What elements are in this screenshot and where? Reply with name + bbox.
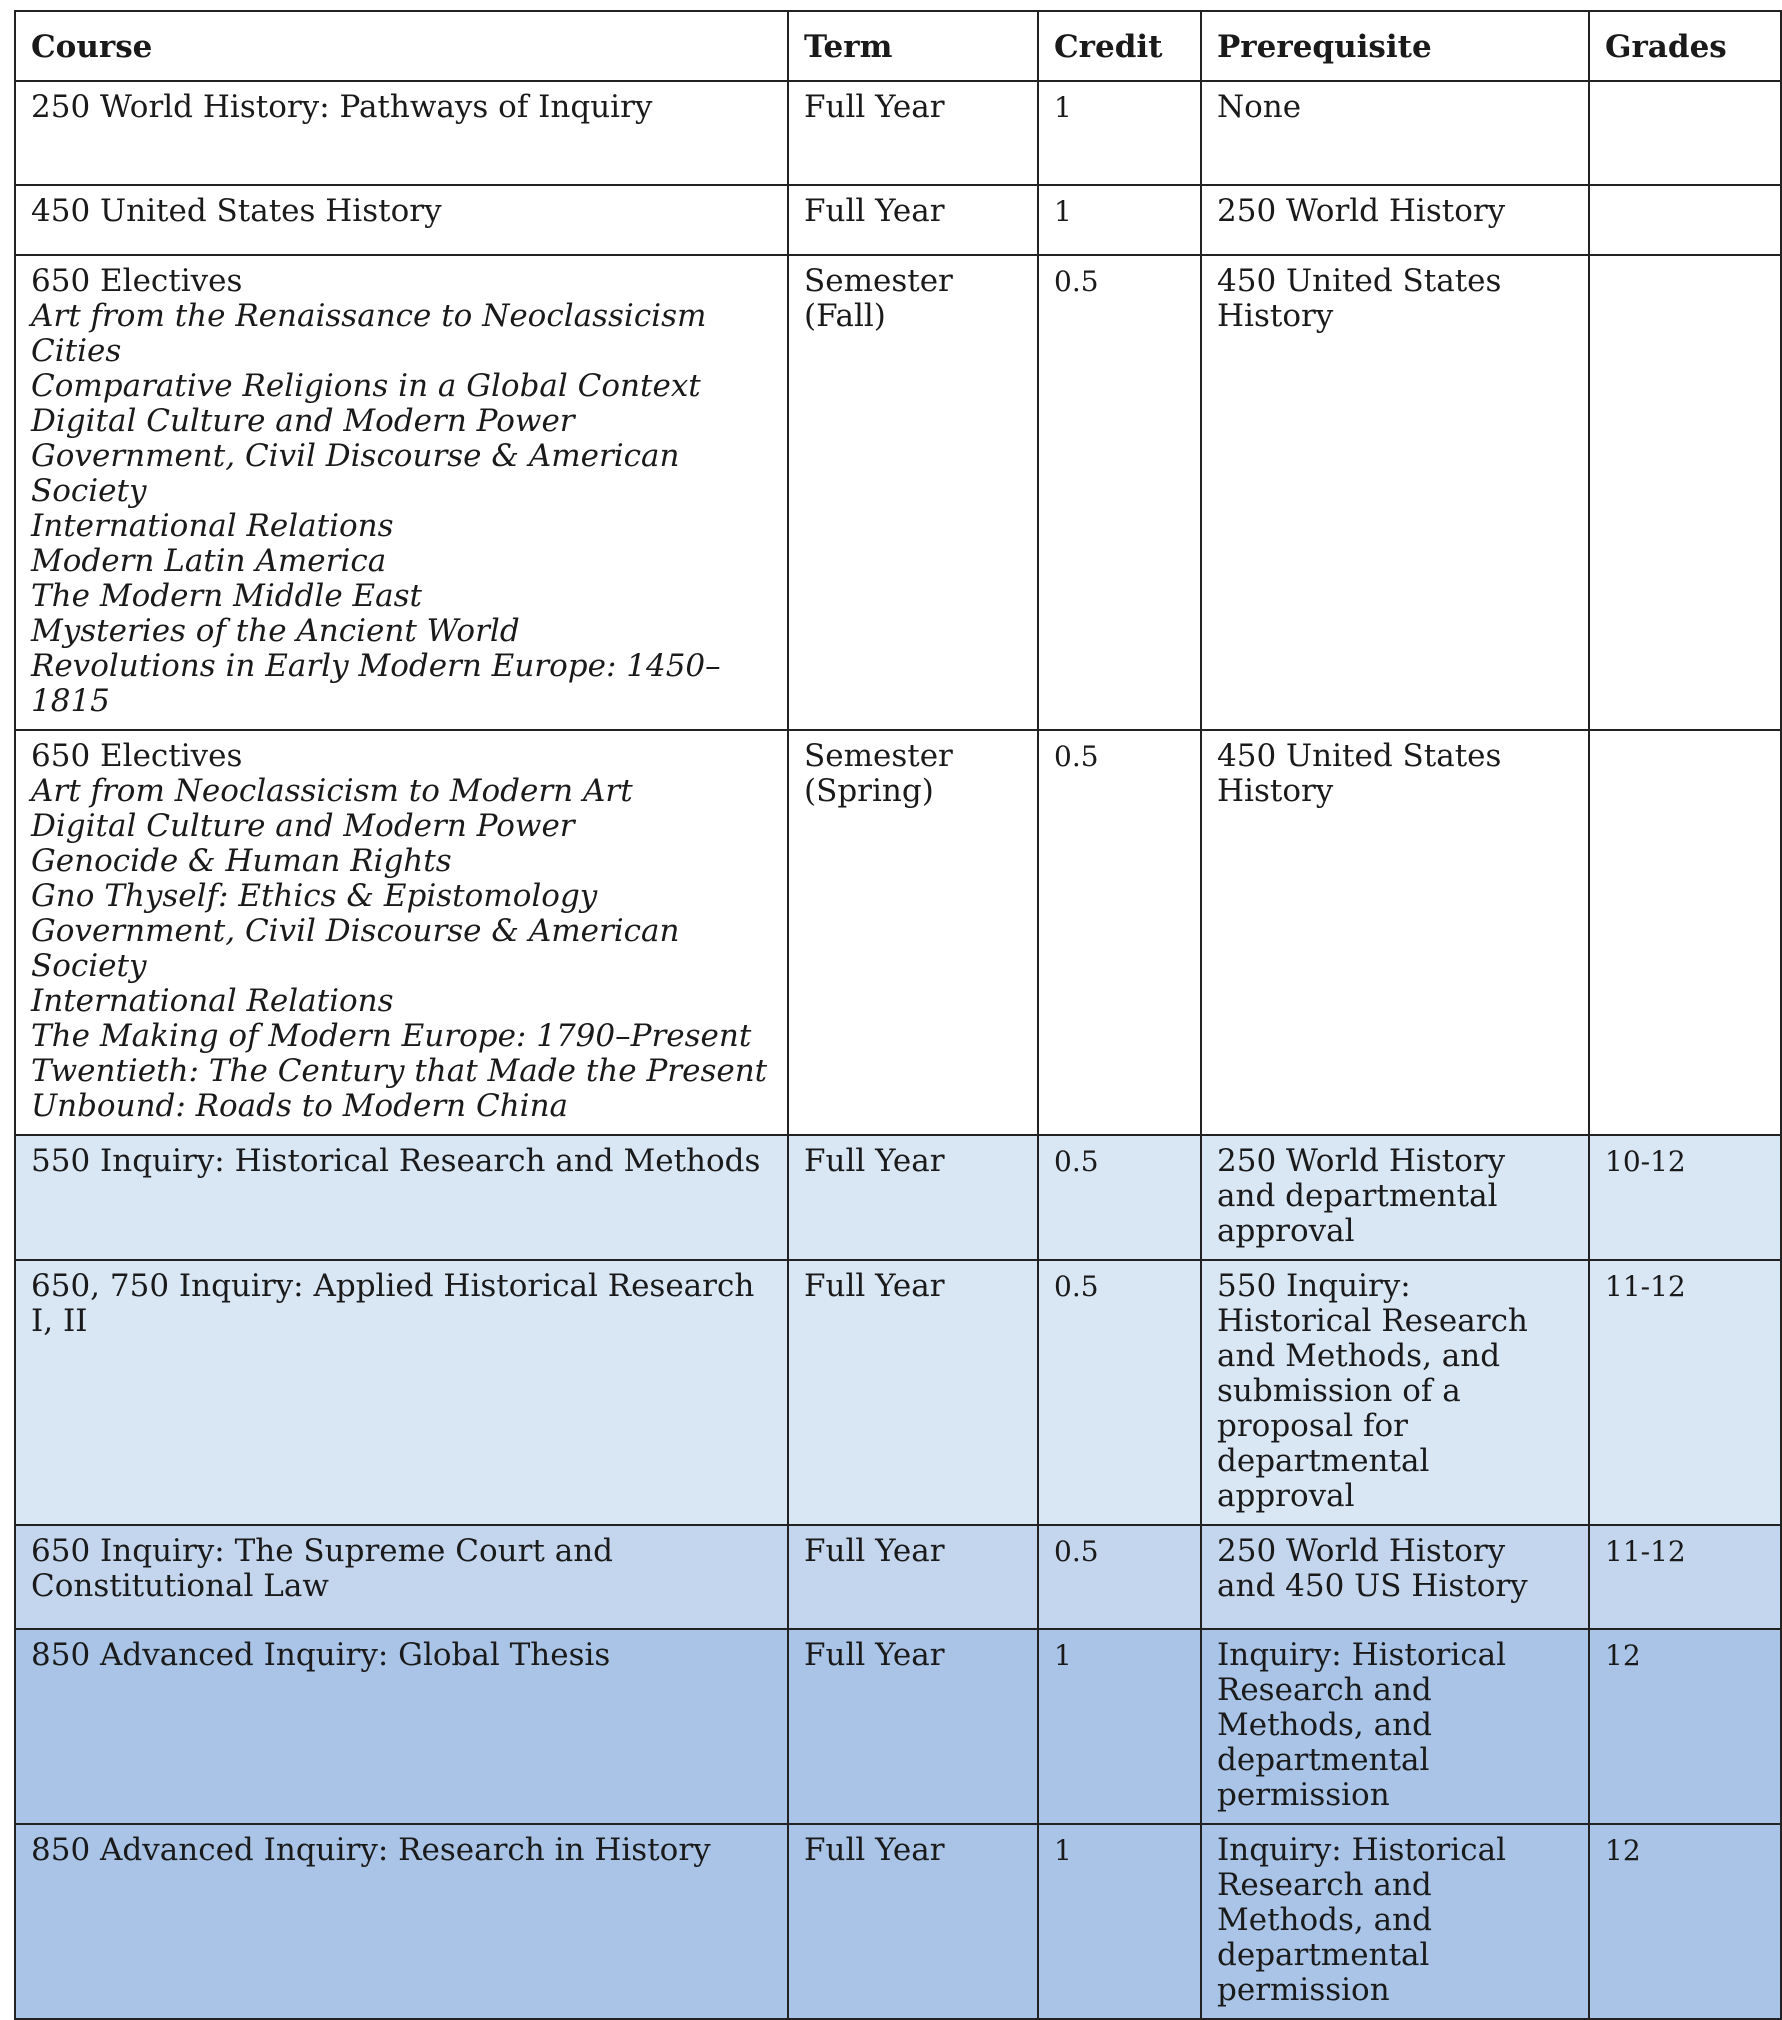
grades-cell: 12 xyxy=(1589,1629,1781,1824)
credit-cell: 0.5 xyxy=(1038,1525,1201,1629)
table-row xyxy=(15,1260,1781,1525)
table-row xyxy=(15,255,1781,730)
elective-item: International Relations xyxy=(31,983,394,1019)
prerequisite-cell: Inquiry: Historical Research and Methods, and departmental permission xyxy=(1201,1629,1589,1824)
table-row xyxy=(15,1824,1781,2019)
term-cell: Full Year xyxy=(788,1525,1038,1629)
course-table xyxy=(14,10,1782,2020)
course-cell: 450 United States History xyxy=(15,185,788,255)
prerequisite-cell: Inquiry: Historical Research and Methods, and departmental permission xyxy=(1201,1824,1589,2019)
table-row xyxy=(15,1135,1781,1260)
elective-item: Gno Thyself: Ethics & Epistomology xyxy=(31,878,598,914)
grades-cell xyxy=(1589,730,1781,1135)
credit-cell: 0.5 xyxy=(1038,730,1201,1135)
term-cell: Full Year xyxy=(788,81,1038,185)
grades-cell xyxy=(1589,185,1781,255)
course-title: 650 Electives xyxy=(31,738,243,774)
elective-item: Art from Neoclassicism to Modern Art xyxy=(31,773,633,809)
credit-cell: 1 xyxy=(1038,1629,1201,1824)
header-row xyxy=(15,11,1781,81)
prerequisite-cell: 450 United States History xyxy=(1201,255,1589,730)
term-cell: Semester (Fall) xyxy=(788,255,1038,730)
term-cell: Semester (Spring) xyxy=(788,730,1038,1135)
elective-item: Genocide & Human Rights xyxy=(31,843,452,879)
grades-cell: 11-12 xyxy=(1589,1525,1781,1629)
term-cell: Full Year xyxy=(788,1629,1038,1824)
course-cell: 850 Advanced Inquiry: Global Thesis xyxy=(15,1629,788,1824)
course-cell xyxy=(15,730,788,1135)
header-credit: Credit xyxy=(1038,11,1201,81)
table-row xyxy=(15,730,1781,1135)
header-grades: Grades xyxy=(1589,11,1781,81)
elective-item: Unbound: Roads to Modern China xyxy=(31,1088,569,1124)
elective-item: Digital Culture and Modern Power xyxy=(31,808,575,844)
table-row xyxy=(15,81,1781,185)
prerequisite-cell: 250 World History and departmental approval xyxy=(1201,1135,1589,1260)
elective-item: Revolutions in Early Modern Europe: 1450–1815 xyxy=(31,648,721,719)
elective-item: Digital Culture and Modern Power xyxy=(31,403,575,439)
course-title: 650 Electives xyxy=(31,263,243,299)
grades-cell: 11-12 xyxy=(1589,1260,1781,1525)
prerequisite-cell: 450 United States History xyxy=(1201,730,1589,1135)
term-cell: Full Year xyxy=(788,1824,1038,2019)
course-cell: 850 Advanced Inquiry: Research in History xyxy=(15,1824,788,2019)
elective-item: Mysteries of the Ancient World xyxy=(31,613,520,649)
header-term: Term xyxy=(788,11,1038,81)
term-cell: Full Year xyxy=(788,185,1038,255)
prerequisite-cell: 550 Inquiry: Historical Research and Methods, and submission of a proposal for departmental approval xyxy=(1201,1260,1589,1525)
table-row xyxy=(15,1629,1781,1824)
grades-cell xyxy=(1589,81,1781,185)
prerequisite-cell: 250 World History and 450 US History xyxy=(1201,1525,1589,1629)
table-row xyxy=(15,1525,1781,1629)
grades-cell: 12 xyxy=(1589,1824,1781,2019)
header-course: Course xyxy=(15,11,788,81)
prerequisite-cell: None xyxy=(1201,81,1589,185)
credit-cell: 0.5 xyxy=(1038,255,1201,730)
elective-item: Cities xyxy=(31,333,122,369)
credit-cell: 1 xyxy=(1038,185,1201,255)
elective-item: Modern Latin America xyxy=(31,543,387,579)
elective-item: Government, Civil Discourse & American Society xyxy=(31,913,680,984)
elective-item: Art from the Renaissance to Neoclassicism xyxy=(31,298,707,334)
elective-item: The Making of Modern Europe: 1790–Present xyxy=(31,1018,752,1054)
credit-cell: 1 xyxy=(1038,81,1201,185)
term-cell: Full Year xyxy=(788,1260,1038,1525)
grades-cell: 10-12 xyxy=(1589,1135,1781,1260)
table-row xyxy=(15,185,1781,255)
elective-item: Comparative Religions in a Global Context xyxy=(31,368,701,404)
prerequisite-cell: 250 World History xyxy=(1201,185,1589,255)
course-cell xyxy=(15,255,788,730)
elective-item: The Modern Middle East xyxy=(31,578,423,614)
course-cell: 550 Inquiry: Historical Research and Methods xyxy=(15,1135,788,1260)
term-cell: Full Year xyxy=(788,1135,1038,1260)
elective-item: Twentieth: The Century that Made the Present xyxy=(31,1053,768,1089)
credit-cell: 0.5 xyxy=(1038,1135,1201,1260)
course-cell: 650, 750 Inquiry: Applied Historical Research I, II xyxy=(15,1260,788,1525)
header-prerequisite: Prerequisite xyxy=(1201,11,1589,81)
course-cell: 250 World History: Pathways of Inquiry xyxy=(15,81,788,185)
credit-cell: 0.5 xyxy=(1038,1260,1201,1525)
elective-item: Government, Civil Discourse & American Society xyxy=(31,438,680,509)
elective-item: International Relations xyxy=(31,508,394,544)
grades-cell xyxy=(1589,255,1781,730)
course-cell: 650 Inquiry: The Supreme Court and Constitutional Law xyxy=(15,1525,788,1629)
credit-cell: 1 xyxy=(1038,1824,1201,2019)
